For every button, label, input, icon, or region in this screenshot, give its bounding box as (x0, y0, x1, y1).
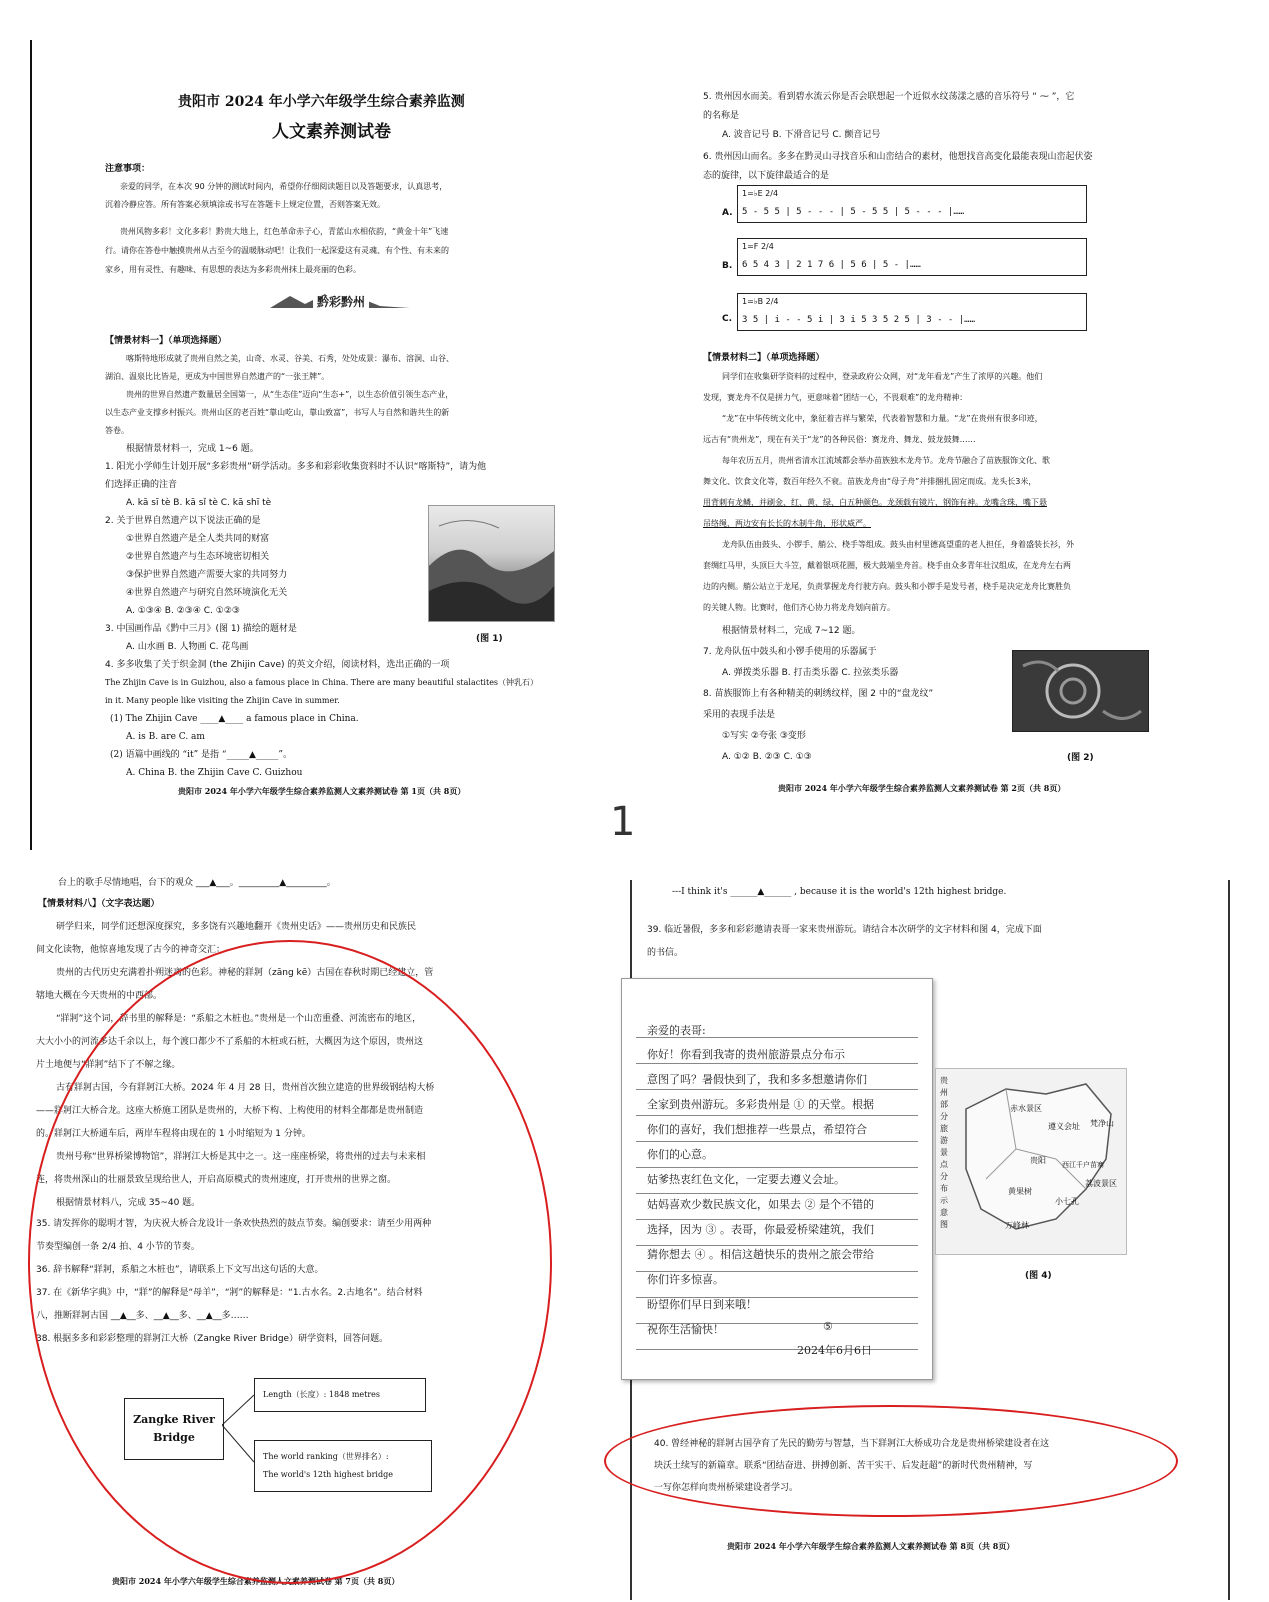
material-8-heading: 【情景材料八】（文字表达题） (38, 899, 160, 909)
question-35: 35. 请发挥你的聪明才智，为庆祝大桥合龙设计一条欢快热烈的鼓点节奏。编创要求：请至少用两种 (36, 1219, 432, 1229)
question-4-2: (2) 语篇中画线的 “it” 是指 “_____▲_____”。 (110, 750, 293, 760)
letter-line-text: 姑爹热衷红色文化，一定要去遵义会址。 (647, 1173, 845, 1186)
question-2-item: ②世界自然遗产与生态环境密切相关 (126, 552, 270, 562)
question-40: 40. 曾经神秘的牂牁古国孕育了先民的勤劳与智慧，当下牂牁江大桥成功合龙是贵州桥梁建设者在这 (654, 1439, 1050, 1449)
annotation-ellipse-right (604, 1405, 1178, 1517)
letter-line-text: 姑妈喜欢少数民族文化，如果去 ② 是个不错的 (647, 1198, 874, 1211)
staff-a (737, 185, 1087, 223)
question-40-cont: 块沃土续写的新篇章。联系“团结奋进、拼搏创新、苦干实干、后发赶超”的新时代贵州精神，写 (654, 1461, 1033, 1471)
letter-line-text: 你们许多惊喜。 (647, 1273, 724, 1286)
notice-line: 行。请你在答卷中触摸贵州从古至今的温暖脉动吧！让我们一起深爱这有灵魂、有个性、有未来的 (105, 246, 449, 255)
page-2-footer: 贵阳市 2024 年小学六年级学生综合素养监测人文素养测试卷 第 2页（共 8页） (778, 783, 1066, 793)
question-2-item: ①世界自然遗产是全人类共同的财富 (126, 534, 270, 544)
question-5-cont: 的名称是 (703, 111, 740, 121)
letter-line (636, 1141, 918, 1142)
material-8-line: 贵州号称“世界桥梁博物馆”，牂牁江大桥是其中之一。这一座座桥梁，将贵州的过去与未来相 (56, 1152, 426, 1162)
material-2-line: 同学们在收集研学资料的过程中，登录政府公众网，对“龙年看龙”产生了浓厚的兴趣。他们 (722, 372, 1043, 381)
page-7-footer: 贵阳市 2024 年小学六年级学生综合素养监测人文素养测试卷 第 7页（共 8页） (112, 1576, 400, 1586)
map-label: 梵净山 (1090, 1119, 1114, 1128)
question-4: 4. 多多收集了关于织金洞 (the Zhijin Cave) 的英文介绍，阅读材料，选出正确的一项 (105, 660, 450, 670)
question-4-text: The Zhijin Cave is in Guizhou, also a famous place in China. There are many beautiful stalactites（钟乳石） (105, 678, 539, 687)
material-2-line: 的关键人物。比赛时，他们齐心协力将龙舟划向前方。 (703, 603, 895, 612)
map-label: 万峰林 (1005, 1221, 1029, 1230)
material-8-line: 大大小小的河流多达千余以上，每个渡口都少不了系船的木桩或石桩，大概因为这个原因，贵州这 (36, 1037, 424, 1047)
material-1-line: 喀斯特地形成就了贵州自然之美，山奇、水灵、谷美、石秀，处处成景：瀑布、溶洞、山谷、 (126, 354, 454, 363)
map-label: 西江千户苗寨 (1062, 1161, 1104, 1169)
exam-title: 贵阳市 2024 年小学六年级学生综合素养监测 (178, 94, 465, 110)
material-8-line: 的。牂牁江大桥通车后，两岸车程将由现在的 1 小时缩短为 1 分钟。 (36, 1129, 311, 1139)
question-6: 6. 贵州因山而名。多多在黔灵山寻找音乐和山峦结合的素材，他想找音高变化最能表现山峦起伏姿 (703, 152, 1093, 162)
letter-line (636, 1193, 918, 1194)
letter-line-text: 你们的喜好，我们想推荐一些景点，希望符合 (647, 1123, 867, 1136)
letter-line-text: 全家到贵州游玩。多彩贵州是 ① 的天堂。根据 (647, 1098, 874, 1111)
question-8-items: ①写实 ②夸张 ③变形 (722, 731, 806, 741)
material-1-heading: 【情景材料一】（单项选择题） (105, 336, 227, 346)
letter-line (636, 1167, 918, 1168)
staff-b-key: 1=F 2/4 (742, 242, 774, 251)
staff-a-notes: 5 - 5 5 | 5 - - - | 5 - 5 5 | 5 - - - |…… (742, 207, 965, 217)
material-2-line: 边的内侧。艄公站立于龙尾，负责掌握龙舟行驶方向。鼓头和小锣手是发号者，桡手是决定龙舟比赛胜负 (703, 582, 1071, 591)
question-36: 36. 辞书解释“牂牁，系船之木桩也”，请联系上下文写出这句话的大意。 (36, 1265, 324, 1275)
question-35-cont: 节奏型编创一条 2/4 拍、4 小节的节奏。 (36, 1242, 200, 1252)
material-8-line: 片土地便与“牂牁”结下了不解之缘。 (36, 1060, 181, 1070)
letter-line (636, 1115, 918, 1116)
material-2-line: “龙”在中华传统文化中，象征着吉祥与繁荣，代表着智慧和力量。“龙”在贵州有很多印迹， (722, 414, 1043, 423)
question-37: 37. 在《新华字典》中，“牂”的解释是“母羊”，“牁”的解释是：“1.古水名。2.古地名”。结合材料 (36, 1288, 423, 1298)
staff-b (737, 238, 1087, 276)
annotation-ellipse-left (28, 940, 552, 1584)
material-8-line: 连，将贵州深山的壮丽景致呈现给世人，开启高原模式的贵州速度，打开贵州的世界之窗。 (36, 1175, 397, 1185)
map-title: 贵州部分旅游景点分布示意图 (940, 1076, 948, 1229)
question-5-options: A. 波音记号 B. 下滑音记号 C. 颤音记号 (722, 130, 881, 140)
question-2: 2. 关于世界自然遗产以下说法正确的是 (105, 516, 261, 526)
letter-line-text: 亲爱的表哥: (647, 1024, 706, 1037)
material-8-line: 贵州的古代历史充满着扑朔迷离的色彩。神秘的牂牁（zāng kē）古国在春秋时期已经建立，管 (56, 968, 434, 978)
material-2-line: 远古有“贵州龙”，现在有关于“龙”的各种民俗：赛龙舟、舞龙、鼓龙鼓舞…… (703, 435, 976, 444)
landscape-icon (429, 506, 554, 621)
material-8-line: 古有牂牁古国，今有牂牁江大桥。2024 年 4 月 28 日，贵州首次独立建造的世界级钢结构大桥 (56, 1083, 435, 1093)
question-2-item: ③保护世界自然遗产需要大家的共同努力 (126, 570, 288, 580)
question-4-1-options: A. is B. are C. am (126, 732, 205, 742)
letter-signature: ⑤ (823, 1320, 833, 1333)
material-8-line: 研学归来，同学们还想深度探究，多多饶有兴趣地翻开《贵州史话》——贵州历史和民族民 (56, 922, 417, 932)
question-40-cont: 一写你怎样向贵州桥梁建设者学习。 (654, 1483, 799, 1493)
question-2-item: ④世界自然遗产与研究自然环境演化无关 (126, 588, 288, 598)
material-2-line: 吊络绳，两边安有长长的木制牛角，形状威严。 (703, 519, 871, 528)
page-8-top-line: ---I think it's ______▲______ , because it is the world's 12th highest bridge. (672, 887, 1007, 897)
letter-line (636, 1349, 918, 1350)
letter-line-text: 意图了吗？暑假快到了，我和多多想邀请你们 (647, 1073, 867, 1086)
banner-title: 黔彩黔州 (313, 296, 369, 308)
question-37-cont: 八，推断牂牁古国 __▲__多、__▲__多、__▲__多…… (36, 1311, 249, 1321)
material-1-line: 答卷。 (105, 426, 129, 435)
question-5: 5. 贵州因水而美。看到碧水流云你是否会联想起一个近似水纹荡漾之感的音乐符号 “ ⁓ ”，它 (703, 92, 1075, 102)
question-8-cont: 采用的表现手法是 (703, 710, 776, 720)
question-39-cont: 的书信。 (647, 948, 684, 958)
map-label: 遵义会址 (1048, 1122, 1080, 1131)
figure-1-caption: (图 1) (476, 634, 503, 644)
material-1-line: 湖泊、温泉比比皆是，更成为中国世界自然遗产的“一张王牌”。 (105, 372, 330, 381)
staff-a-key: 1=♭E 2/4 (742, 189, 779, 198)
question-6-cont: 态的旋律，以下旋律最适合的是 (703, 171, 830, 181)
question-3: 3. 中国画作品《黔中三月》(图 1) 描绘的题材是 (105, 624, 297, 634)
page-7-top-line: 台上的歌手尽情地唱，台下的观众 ___▲___。_________▲_________。 (58, 878, 336, 888)
material-2-line: 龙舟队伍由鼓头、小锣手、艄公、桡手等组成。鼓头由村里德高望重的老人担任，身着盛装长衫，外 (722, 540, 1074, 549)
page-1-footer: 贵阳市 2024 年小学六年级学生综合素养监测人文素养测试卷 第 1页（共 8页） (178, 786, 466, 796)
letter-line-text: 猜你想去 ④ 。相信这趟快乐的贵州之旅会带给 (647, 1248, 874, 1261)
notice-line: 沉着冷静应答。所有答案必须填涂或书写在答题卡上规定位置，否则答案无效。 (105, 200, 385, 209)
page-edge (1228, 880, 1230, 1600)
map-label: 荔波景区 (1085, 1179, 1117, 1188)
staff-c-notes: 3 5 | i - - 5 i | 3 i 5 3 5 2 5 | 3 - - |…… (742, 315, 975, 325)
bridge-ranking-label: The world ranking（世界排名）: (263, 1452, 389, 1461)
figure-2-embroidery (1012, 650, 1149, 732)
notice-line: 家乡，用有灵性、有趣味、有思想的表达为多彩贵州抹上最亮丽的色彩。 (105, 265, 361, 274)
letter-line-text: 祝你生活愉快！ (647, 1323, 724, 1336)
figure-4-caption: (图 4) (1025, 1271, 1052, 1281)
question-7: 7. 龙舟队伍中鼓头和小锣手使用的乐器属于 (703, 647, 877, 657)
letter-line (636, 1219, 918, 1220)
bridge-length: Length（长度）: 1848 metres (263, 1390, 381, 1399)
question-1-options: A. kā sī tè B. kā sǐ tè C. kā shī tè (126, 498, 272, 508)
map-label: 小七孔 (1055, 1197, 1079, 1206)
letter-line (636, 1063, 918, 1064)
material-1-line: 贵州的世界自然遗产数量居全国第一，从“生态佳”迈向“生态+”，以生态价值引领生态产业， (126, 390, 454, 399)
letter-line-text: 盼望你们早日到来哦！ (647, 1298, 757, 1311)
instruction-1: 根据情景材料一，完成 1~6 题。 (126, 444, 259, 454)
question-4-text: in it. Many people like visiting the Zhijin Cave in summer. (105, 696, 340, 705)
question-7-options: A. 弹拨类乐器 B. 打击类乐器 C. 拉弦类乐器 (722, 668, 899, 678)
staff-c (737, 293, 1087, 331)
figure-1-painting (428, 505, 555, 622)
material-8-line: 辖地大概在今天贵州的中西部。 (36, 991, 163, 1001)
question-4-2-options: A. China B. the Zhijin Cave C. Guizhou (126, 768, 303, 778)
question-3-options: A. 山水画 B. 人物画 C. 花鸟画 (126, 642, 249, 652)
question-39: 39. 临近暑假，多多和彩彩邀请表哥一家来贵州游玩。请结合本次研学的文字材料和图 4，完成下面 (647, 925, 1042, 935)
page-8-footer: 贵阳市 2024 年小学六年级学生综合素养监测人文素养测试卷 第 8页（共 8页） (727, 1541, 1015, 1551)
exam-subtitle: 人文素养测试卷 (272, 122, 391, 142)
map-label: 黄果树 (1008, 1187, 1032, 1196)
material-8-line: ——牂牁江大桥合龙。这座大桥施工团队是贵州的，大桥下构、上构使用的材料全都都是贵州制造 (36, 1106, 424, 1116)
letter-date: 2024年6月6日 (797, 1344, 872, 1357)
option-b-label: B. (722, 261, 733, 271)
material-2-line: 用背刺有龙鳞，并刷金、红、黄、绿、白五种颜色。龙颈载有镜片，钢饰有神。龙嘴含珠，嘴下悬 (703, 498, 1047, 507)
material-2-line: 每年农历五月，贵州省清水江流域都会举办苗族独木龙舟节。龙舟节融合了苗族服饰文化、歌 (722, 456, 1050, 465)
question-1-cont: 们选择正确的注音 (105, 480, 178, 490)
notice-line: 贵州风物多彩！文化多彩！黔贵大地上，红色革命赤子心，青蓝山水相依韵，“黄金十年”飞速 (120, 227, 449, 236)
material-2-line: 舞文化、饮食文化等，数百年经久不衰。苗族龙舟由“母子舟”并排捆扎固定而成。龙头长3米， (703, 477, 1037, 486)
question-1: 1. 阳光小学师生计划开展“多彩贵州”研学活动。多多和彩彩收集资料时不认识“喀斯特”，请为他 (105, 462, 487, 472)
exam-page-1 (30, 40, 592, 850)
material-1-line: 以生态产业支撑乡村振兴。贵州山区的老百姓“靠山吃山，靠山致富”，书写人与自然和谐共生的新 (105, 408, 450, 417)
staff-c-key: 1=♭B 2/4 (742, 297, 779, 306)
page-number: 1 (610, 799, 636, 845)
material-8-line: 间文化读物，他惊喜地发现了古今的神奇交汇： (36, 945, 226, 955)
question-2-options: A. ①③④ B. ②③④ C. ①②③ (126, 606, 240, 616)
question-38: 38. 根据多多和彩彩整理的牂牁江大桥（Zangke River Bridge）研学资料，回答问题。 (36, 1334, 389, 1344)
notice-line: 亲爱的同学，在本次 90 分钟的测试时间内，希望你仔细阅读题目以及答题要求，认真思考， (120, 182, 448, 191)
bridge-ranking-value: The world's 12th highest bridge (263, 1470, 393, 1479)
notice-heading: 注意事项： (105, 164, 151, 174)
option-a-label: A. (722, 208, 733, 218)
instruction-2: 根据情景材料二，完成 7~12 题。 (722, 626, 861, 636)
letter-line (636, 1089, 918, 1090)
material-2-line: 发现，赛龙舟不仅是拼力气，更意味着“团结一心，不畏艰难”的龙舟精神： (703, 393, 968, 402)
material-2-heading: 【情景材料二】（单项选择题） (703, 353, 825, 363)
question-4-1: (1) The Zhijin Cave ____▲____ a famous place in China. (110, 714, 359, 724)
map-label: 贵阳 (1030, 1156, 1046, 1165)
bridge-main-label: Zangke River Bridge (133, 1413, 215, 1444)
staff-b-notes: 6 5 4 3 | 2 1 7 6 | 5 6 | 5 - |…… (742, 260, 921, 270)
figure-2-caption: (图 2) (1067, 753, 1094, 763)
instruction-8: 根据情景材料八，完成 35~40 题。 (56, 1198, 201, 1208)
material-8-line: “牂牁”这个词，辞书里的解释是：“系船之木桩也。”贵州是一个山峦重叠、河流密布的地区， (56, 1014, 422, 1024)
map-label: 赤水景区 (1010, 1104, 1042, 1113)
letter-line-text: 选择，因为 ③ 。表哥，你最爱桥梁建筑，我们 (647, 1223, 874, 1236)
question-8-options: A. ①② B. ②③ C. ①③ (722, 752, 812, 762)
option-c-label: C. (722, 314, 733, 324)
question-8: 8. 苗族服饰上有各种精美的刺绣纹样，图 2 中的“盘龙纹” (703, 689, 934, 699)
material-2-line: 套绸红马甲，头顶巨大斗笠，戴着银项花圈，极大鼓端坐舟首。桡手由众多青年壮汉组成，在龙舟左右两 (703, 561, 1071, 570)
dragon-pattern-icon (1013, 651, 1148, 731)
letter-line-text: 你好！你看到我寄的贵州旅游景点分布示 (647, 1048, 845, 1061)
letter-line-text: 你们的心意。 (647, 1148, 713, 1161)
